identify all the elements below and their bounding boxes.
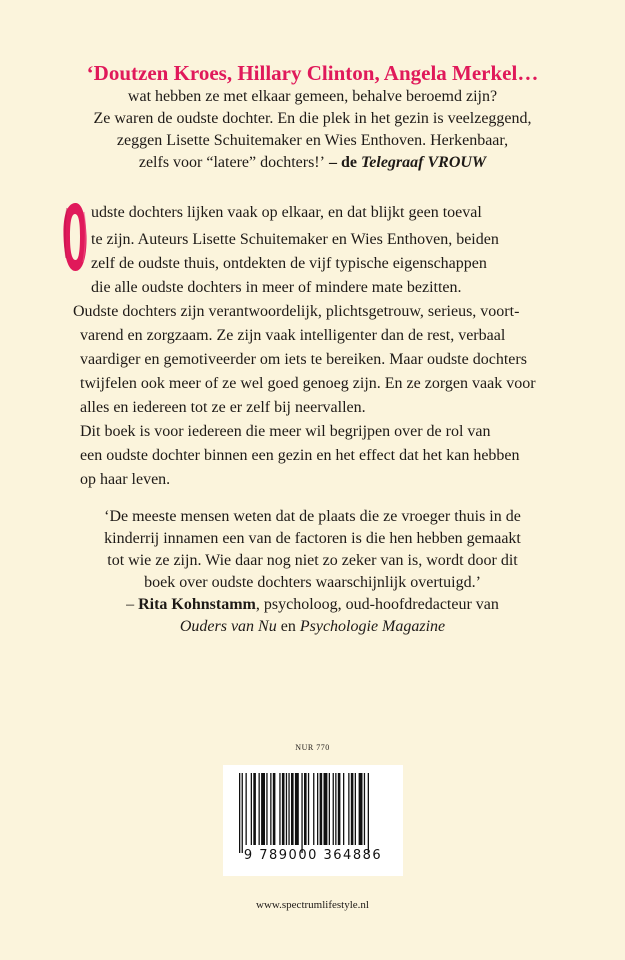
top-quote-headline: ‘Doutzen Kroes, Hillary Clinton, Angela Merkel… (86, 61, 539, 85)
magazine-conjunction: en (276, 618, 300, 635)
barcode-bar (317, 773, 318, 845)
top-quote-line: zeggen Lisette Schuitemaker en Wies Enthoven. Herkenbaar, (116, 132, 509, 149)
isbn-barcode (223, 765, 403, 876)
description-line: udste dochters lijken vaak op elkaar, en dat blijkt geen toeval (91, 204, 482, 221)
description-line: zelf de oudste thuis, ontdekten de vijf typische eigenschappen (91, 255, 487, 272)
dropcap-o-brushstroke (61, 200, 89, 274)
bottom-quote-line: tot wie ze zijn. Wie daar nog niet zo zeker van is, wordt door dit (107, 552, 518, 569)
description-line: op haar leven. (80, 471, 171, 488)
bottom-quote (0, 506, 625, 638)
barcode-bar (239, 773, 240, 853)
barcode-bar (261, 773, 265, 845)
barcode-bar (273, 773, 276, 845)
source-dash: – de (324, 154, 361, 171)
description-line: varend en zorgzaam. Ze zijn vaak intelligenter dan de rest, verbaal (80, 327, 506, 344)
bottom-quote-attribution (0, 594, 625, 616)
top-quote (0, 60, 625, 174)
attribution-name: Rita Kohnstamm (138, 596, 256, 613)
barcode-bar (286, 773, 287, 845)
barcode-bar (270, 773, 271, 845)
barcode-bar (301, 773, 302, 853)
nur-code: NUR 770 (295, 743, 330, 752)
attribution-role: , psycholoog, oud-hoofdredacteur van (255, 596, 499, 613)
barcode-bar (251, 773, 252, 845)
bottom-quote-line: ‘De meeste mensen weten dat de plaats die ze vroeger thuis in de (104, 508, 521, 525)
barcode-bar (338, 773, 341, 845)
bottom-quote-line: kinderrij innamen een van de factoren is die hen hebben gemaakt (104, 530, 521, 547)
barcode-bar (242, 773, 243, 853)
magazine-name: Ouders van Nu (179, 618, 277, 635)
barcode-bar (282, 773, 285, 845)
barcode-bar (324, 773, 328, 845)
top-quote-line: wat hebben ze met elkaar gemeen, behalve beroemd zijn? (127, 88, 498, 105)
barcode-bar (304, 773, 307, 845)
website-url: www.spectrumlifestyle.nl (256, 899, 369, 911)
source-publication: Telegraaf VROUW (360, 154, 487, 171)
magazine-name: Psychologie Magazine (299, 618, 446, 635)
barcode-bar (308, 773, 309, 845)
description-line: die alle oudste dochters in meer of mindere mate bezitten. (91, 279, 462, 296)
barcode-bar (335, 773, 336, 845)
top-quote-line-last (0, 152, 625, 174)
barcode-bar (246, 773, 247, 845)
barcode-bar (368, 773, 369, 853)
description-line: te zijn. Auteurs Lisette Schuitemaker en Wies Enthoven, beiden (91, 231, 499, 248)
description-line: een oudste dochter binnen een gezin en het effect dat het kan hebben (80, 447, 520, 464)
barcode-bar (279, 773, 280, 845)
barcode-bar (348, 773, 349, 845)
barcode-bar (295, 773, 299, 845)
barcode-bar (313, 773, 314, 845)
barcode-bar (364, 773, 365, 845)
barcode-bar (329, 773, 330, 845)
description-line: vaardiger en gemotiveerder om iets te bereiken. Maar oudste dochters (80, 351, 527, 368)
barcode-bar (259, 773, 260, 845)
isbn-number: 9 789000 364886 (243, 848, 383, 863)
attribution-dash: – (126, 596, 139, 613)
bottom-quote-line: boek over oudste dochters waarschijnlijk overtuigd.’ (144, 574, 481, 591)
barcode-bar (320, 773, 323, 845)
description-line: twijfelen ook meer of ze wel goed genoeg zijn. En ze zorgen vaak voor (80, 375, 536, 392)
barcode-bar (343, 773, 344, 845)
barcode-bar (288, 773, 289, 845)
description-line: Oudste dochters zijn verantwoordelijk, plichtsgetrouw, serieus, voort- (73, 303, 520, 320)
barcode-bar (333, 773, 334, 845)
top-quote-line: Ze waren de oudste dochter. En die plek in het gezin is veelzeggend, (93, 110, 532, 127)
barcode-bar (253, 773, 256, 845)
top-quote-line: zelfs voor “latere” dochters!’ (138, 154, 325, 171)
barcode-bar (359, 773, 363, 845)
barcode-bar (355, 773, 356, 845)
barcode-bar (266, 773, 267, 845)
barcode-bar (291, 773, 294, 845)
attribution-magazines (0, 616, 625, 638)
description-line: alles en iedereen tot ze er zelf bij neervallen. (80, 399, 366, 416)
description-line: Dit boek is voor iedereen die meer wil begrijpen over de rol van (80, 423, 491, 440)
barcode-bar (351, 773, 354, 845)
